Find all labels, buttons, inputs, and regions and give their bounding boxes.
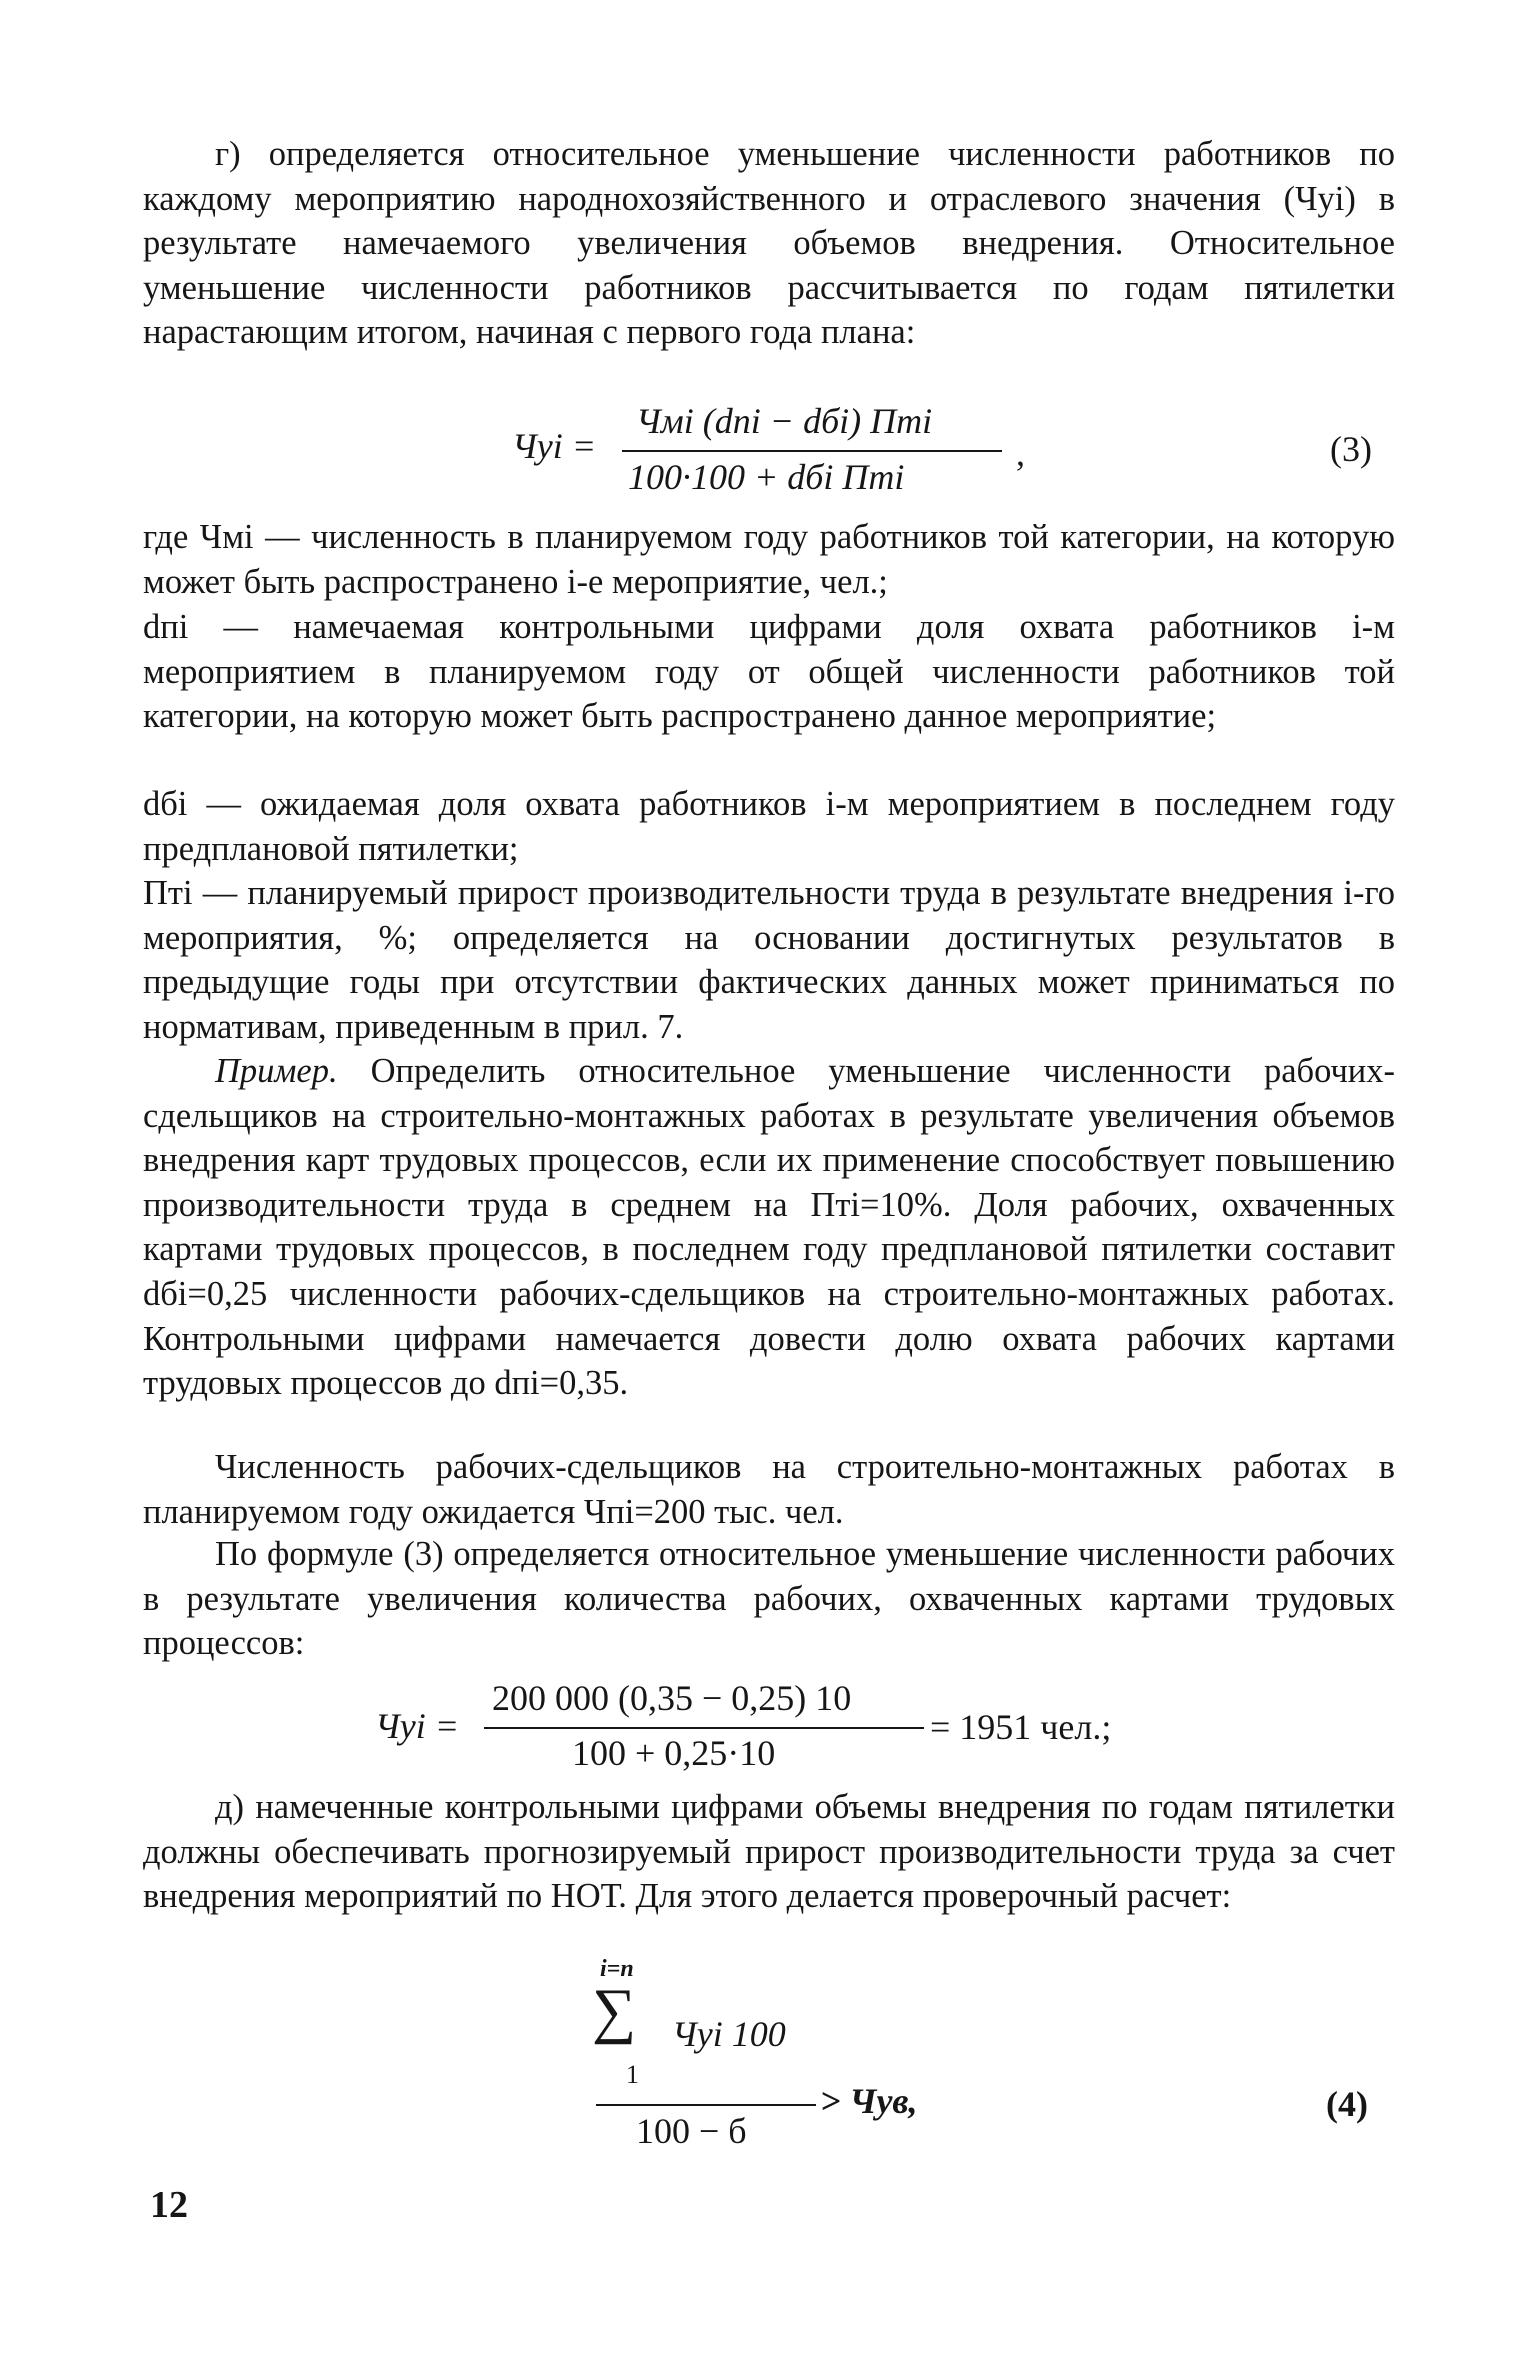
- formula4-denominator: 100 − б: [636, 2111, 747, 2151]
- formula4-rhs: > Чув,: [820, 2081, 918, 2121]
- formula4-number: (4): [1326, 2084, 1368, 2124]
- formula3-denominator: 100·100 + dбi Птi: [628, 457, 905, 497]
- formula4-sum-bottom: 1: [626, 2060, 639, 2089]
- definition-db: dбi — ожидаемая доля охвата работников i-м мероприятием в последнем году предплановой пятилетки;: [143, 785, 1395, 868]
- formula3-lhs: Чуi =: [512, 426, 597, 466]
- calc-numerator: 200 000 (0,35 − 0,25) 10: [492, 1678, 852, 1718]
- page-number: 12: [150, 2184, 188, 2226]
- formula4-fraction-bar: [596, 2104, 816, 2106]
- calc-fraction-bar: [484, 1727, 924, 1729]
- paragraph-d: д) намеченные контрольными цифрами объемы внедрения по годам пятилетки должны обеспечивать прогнозируемый прирост производительности труда за счет внедрения мероприятий по НОТ. Для этого делается проверочный расчет:: [143, 1788, 1395, 1916]
- formula3-fraction-bar: [622, 450, 1002, 452]
- formula4-sigma: ∑: [592, 1977, 637, 2045]
- paragraph-g: г) определяется относительное уменьшение численности работников по каждому мероприятию народнохозяйственного и отраслевого значения (Чуi) в результате намечаемого увеличения объемов внедрения. Относительное уменьшение численности работников рассчитывается по годам пятилетки нарастающим итогом, начиная с первого года плана:: [143, 135, 1395, 352]
- calc-lhs: Чуi =: [375, 1706, 460, 1746]
- definition-chm: где Чмi — численность в планируемом году работников той категории, на которую может быть распространено i-е мероприятие, чел.;: [143, 518, 1395, 601]
- formula3-comma: ,: [1016, 433, 1025, 473]
- definition-dp: dпi — намечаемая контрольными цифрами доля охвата работников i-м мероприятием в планируемом году от общей численности работников той категории, на которую может быть распространено данное мероприятие;: [143, 608, 1395, 736]
- paragraph-count: Численность рабочих-сдельщиков на строительно-монтажных работах в планируемом году ожидается Чпi=200 тыс. чел.: [143, 1448, 1395, 1531]
- paragraph-formula-intro: По формуле (3) определяется относительное уменьшение численности рабочих в результате увеличения количества рабочих, охваченных картами трудовых процессов:: [143, 1535, 1395, 1663]
- formula3-numerator: Чмi (dпi − dбi) Птi: [636, 401, 933, 441]
- formula4-sum-top: i=n: [600, 1956, 634, 1982]
- definition-pt: Птi — планируемый прирост производительности труда в результате внедрения i-го мероприятия, %; определяется на основании достигнутых результатов в предыдущие годы при отсутствии фактических данных может приниматься по нормативам, приведенным в прил. 7.: [143, 874, 1395, 1046]
- formula3-number: (3): [1330, 429, 1372, 469]
- formula4-sum-body: Чуi 100: [672, 2014, 786, 2054]
- example-label: Пример.: [215, 1052, 338, 1090]
- calc-denominator: 100 + 0,25·10: [572, 1733, 776, 1773]
- calc-result: = 1951 чел.;: [930, 1707, 1112, 1747]
- example-paragraph: [143, 1049, 1395, 1406]
- example-text: Определить относительное уменьшение численности рабочих-сдельщиков на строительно-монтажных работах в результате увеличения объемов внедрения карт трудовых процессов, если их применение способствует повышению производительности труда в среднем на Птi=10%. Доля рабочих, охваченных картами трудовых процессов, в последнем году предплановой пятилетки составит dбi=0,25 численности рабочих-сдельщиков на строительно-монтажных работах. Контрольными цифрами намечается довести долю охвата рабочих картами трудовых процессов до dпi=0,35.: [143, 1052, 1395, 1403]
